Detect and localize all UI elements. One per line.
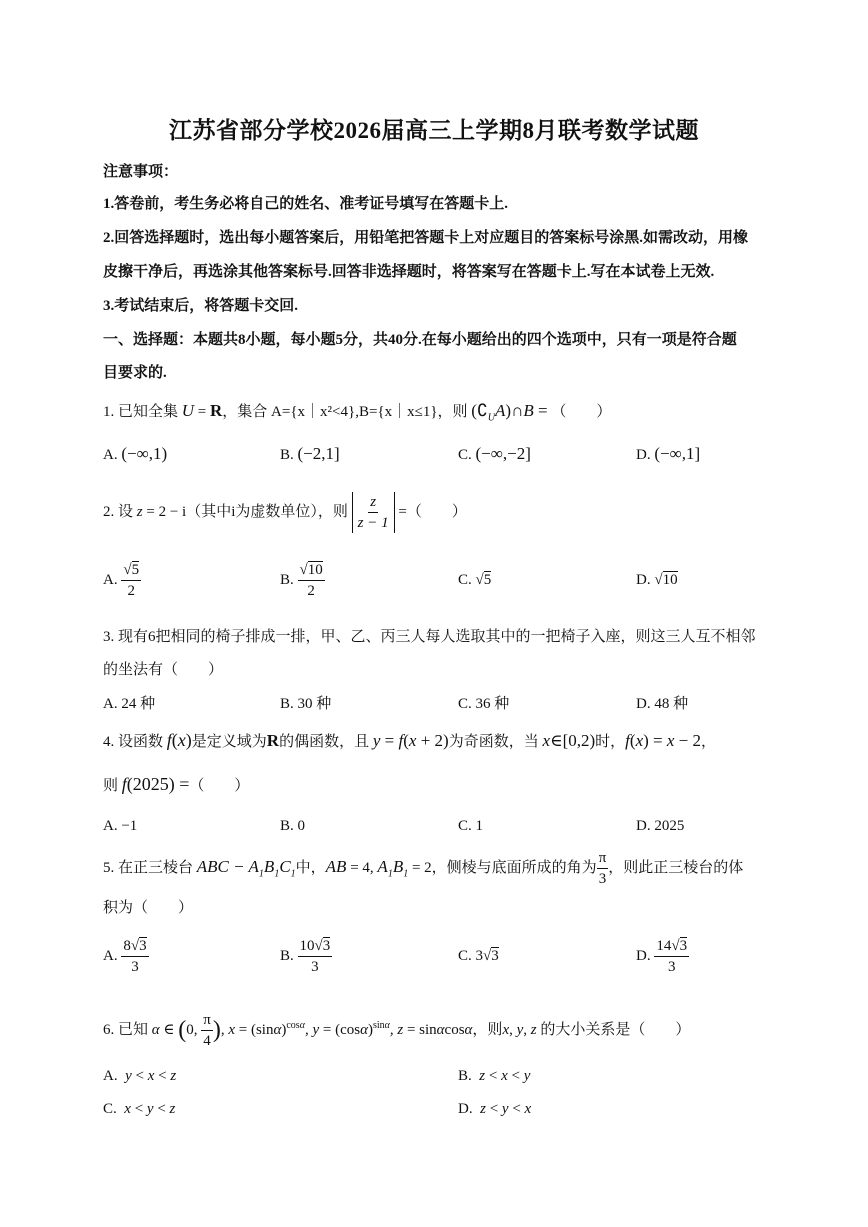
question-1-stem: 1. 已知全集 U = R，集合 A={x｜x²<4},B={x｜x≤1}，则 $(∁_UA)\cap B$ = （ ）	[103, 401, 612, 424]
q6-option-a: A. y < x < z	[103, 1068, 177, 1084]
notice-item-3: 3.考试结束后，将答题卡交回.	[103, 298, 299, 314]
q1-option-d: D. (−∞,1]	[636, 444, 701, 463]
question-5-stem: 5. 在正三棱台 ABC − $A_1B_1C_1$中，AB = 4, $A_1B_1 = 2$，侧棱与底面所成的角为 $\frac{\pi}{3}$ ，则此正三棱台的体	[103, 850, 744, 887]
page-title: 江苏省部分学校2026届高三上学期8月联考数学试题	[169, 118, 699, 143]
q4-option-c: C. 1	[458, 818, 484, 834]
q2-option-b: B. $\frac{√10}{2}$	[280, 562, 323, 599]
question-5-line-2: 积为（ ）	[103, 900, 194, 916]
question-2-stem: 2. 设 z = 2 − i（其中i为虚数单位），则 $\frac{z}{z - 1}$ =（ ）	[103, 494, 467, 531]
q3-option-b: B. 30 种	[280, 696, 332, 712]
q5-option-c: C. 3√3	[458, 948, 499, 964]
q1-option-c: C. (−∞,−2]	[458, 444, 531, 463]
question-4-stem: 4. 设函数 f(x)是定义域为R的偶函数，且 y = f(x + 2)为奇函数，当 x∈[0,2)时，f(x) = x − 2，	[103, 730, 717, 750]
q4-option-b: B. 0	[280, 818, 306, 834]
q3-option-a: A. 24 种	[103, 696, 156, 712]
notice-item-1: 1.答卷前，考生务必将自己的姓名、准考证号填写在答题卡上.	[103, 196, 509, 212]
notice-heading: 注意事项：	[103, 164, 179, 180]
q3-option-c: C. 36 种	[458, 696, 510, 712]
q3-option-d: D. 48 种	[636, 696, 689, 712]
q2-option-d: D. √10	[636, 572, 678, 588]
q6-option-b: B. z < x < y	[458, 1068, 531, 1084]
section-heading-2: 目要求的.	[103, 365, 167, 381]
q5-option-d: D. $\frac{14√3}{3}$	[636, 938, 688, 975]
question-3-line-2: 的坐法有（ ）	[103, 662, 224, 678]
q2-option-a: A. $\frac{√5}{2}$	[103, 562, 140, 599]
q6-option-c: C. x < y < z	[103, 1101, 176, 1117]
q1-option-b: B. (−2,1]	[280, 444, 340, 463]
q5-option-b: B. $\frac{10√3}{3}$	[280, 938, 331, 975]
question-3-line-1: 3. 现有6把相同的椅子排成一排，甲、乙、丙三人每人选取其中的一把椅子入座，则这三人互不相邻	[103, 629, 756, 645]
question-6-stem: 6. 已知 α ∈ (0, $\frac{\pi}{4}$ ), $x = (\sin\alpha)^{cos\alpha}$, $y = (\cos\alpha)^{sin\alpha}$, z = sinαcosα，则x, y, z 的大小关系是（ ）	[103, 1012, 691, 1049]
section-heading-1: 一、选择题：本题共8小题，每小题5分，共40分.在每小题给出的四个选项中，只有一项是符合题	[103, 332, 737, 348]
q6-option-d: D. z < y < x	[458, 1101, 532, 1117]
question-4-line-2: 则 f(2025) =（ ）	[103, 774, 250, 794]
q4-option-d: D. 2025	[636, 818, 685, 834]
notice-item-2a: 2.回答选择题时，选出每小题答案后，用铅笔把答题卡上对应题目的答案标号涂黑.如需改动，用橡	[103, 230, 749, 246]
q5-option-a: A. $\frac{8√3}{3}$	[103, 938, 147, 975]
q1-option-a: A. (−∞,1)	[103, 444, 168, 463]
q4-option-a: A. −1	[103, 818, 138, 834]
notice-item-2b: 皮擦干净后，再选涂其他答案标号.回答非选择题时，将答案写在答题卡上.写在本试卷上无效.	[103, 264, 715, 280]
q2-option-c: C. √5	[458, 572, 492, 588]
